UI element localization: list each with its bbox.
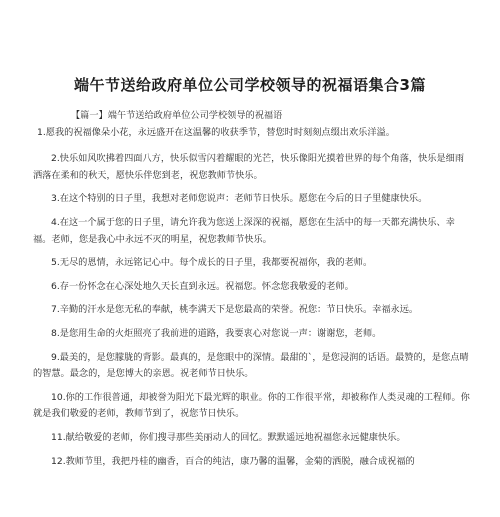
paragraph: 9.最美的，是您朦胧的背影。最真的，是您眼中的深情。最甜的`，是您浸润的话语。最赞的，是您点晴的智慧。最念的，是您博大的亲恩。祝老师节日快乐。 [33,351,469,380]
paragraph: 11.献给敬爱的老师，你们搜寻那些美丽动人的回忆。默默遥远地祝福您永远健康快乐。 [51,431,406,443]
paragraph: 8.是您用生命的火炬照亮了我前进的道路，我要衷心对您说一声：谢谢您，老师。 [51,327,382,339]
paragraph: 1.愿我的祝福像朵小花，永远盛开在这温馨的收获季节，替您时时刻刻点缀出欢乐洋溢。 [37,126,395,138]
paragraph: 6.存一份怀念在心深处地久天长直到永远。祝福您。怀念您我敬爱的老师。 [51,280,354,292]
paragraph: 3.在这个特别的日子里，我想对老师您说声：老师节日快乐。愿您在今后的日子里健康快乐。 [51,193,428,205]
paragraph: 4.在这一个属于您的日子里，请允许我为您送上深深的祝福，愿您在生活中的每一天都充满快乐、幸福。老师，您是我心中永远不灭的明星，祝您教师节快乐。 [33,216,455,245]
paragraph: 2.快乐如风吹拂着四面八方，快乐似雪闪着耀眼的光芒，快乐像阳光摸着世界的每个角落，快乐是细雨洒落在柔和的秋天，愿快乐伴您到老，祝您教师节快乐。 [33,153,465,181]
section-heading: 【篇一】端午节送给政府单位公司学校领导的祝福语 [71,110,283,121]
document-title: 端午节送给政府单位公司学校领导的祝福语集合3篇 [74,76,426,94]
paragraph: 7.辛勤的汗水是您无私的奉献，桃李满天下是您最高的荣誉。祝您：节日快乐。幸福永远。 [51,304,419,316]
document-body [33,108,470,477]
paragraph: 10.你的工作很普通，却被誉为阳光下最光辉的职业。你的工作很平常，却被称作人类灵魂的工程师。你就是我们敬爱的老师，教师节到了，祝您节日快乐。 [33,391,470,420]
paragraph: 5.无尽的恩情，永远铭记心中。每个成长的日子里，我都要祝福你，我的老师。 [51,257,373,269]
paragraph: 12.教师节里，我把丹桂的幽香，百合的纯洁，康乃馨的温馨，金菊的洒脱，融合成祝福的 [51,455,415,467]
